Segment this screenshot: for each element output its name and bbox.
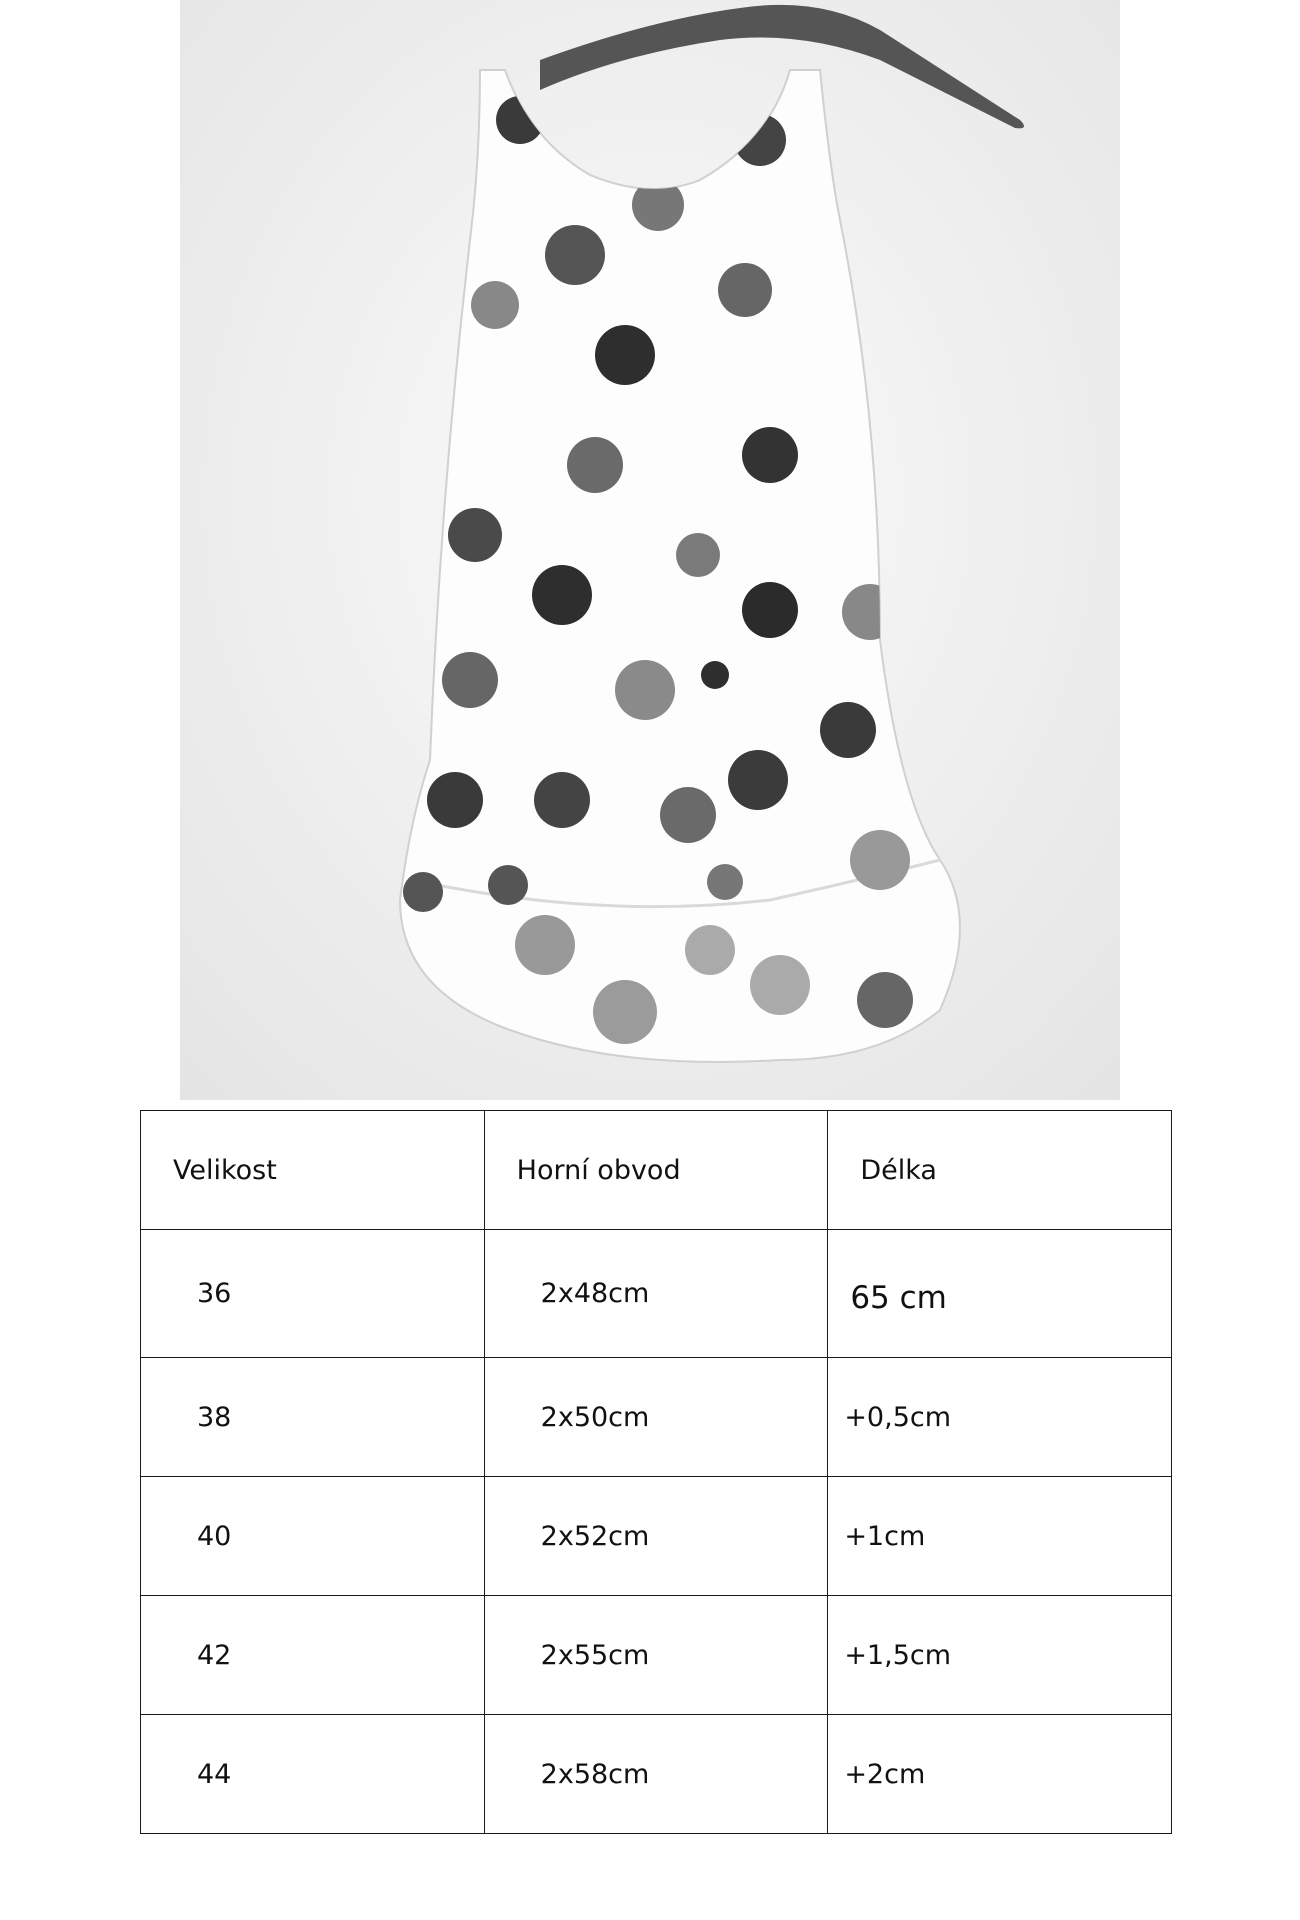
cell-length: +0,5cm (828, 1358, 1172, 1477)
cell-size: 40 (141, 1477, 485, 1596)
cell-size: 36 (141, 1230, 485, 1358)
cell-length: +1,5cm (828, 1596, 1172, 1715)
table-row (141, 1596, 1172, 1715)
size-table (140, 1110, 1172, 1834)
cell-circumference: 2x52cm (484, 1477, 828, 1596)
dress-photo (180, 0, 1120, 1100)
table-row (141, 1477, 1172, 1596)
cell-size: 44 (141, 1715, 485, 1834)
cell-circumference: 2x50cm (484, 1358, 828, 1477)
table-row (141, 1715, 1172, 1834)
header-circumference: Horní obvod (484, 1111, 828, 1230)
cell-length: +2cm (828, 1715, 1172, 1834)
cell-length: +1cm (828, 1477, 1172, 1596)
table-header-row (141, 1111, 1172, 1230)
dress-illustration (180, 0, 1120, 1100)
cell-length: 65 cm (828, 1230, 1172, 1358)
cell-circumference: 2x58cm (484, 1715, 828, 1834)
table-row (141, 1230, 1172, 1358)
header-size: Velikost (141, 1111, 485, 1230)
table-row (141, 1358, 1172, 1477)
header-length: Délka (828, 1111, 1172, 1230)
cell-size: 42 (141, 1596, 485, 1715)
cell-circumference: 2x48cm (484, 1230, 828, 1358)
cell-circumference: 2x55cm (484, 1596, 828, 1715)
cell-size: 38 (141, 1358, 485, 1477)
